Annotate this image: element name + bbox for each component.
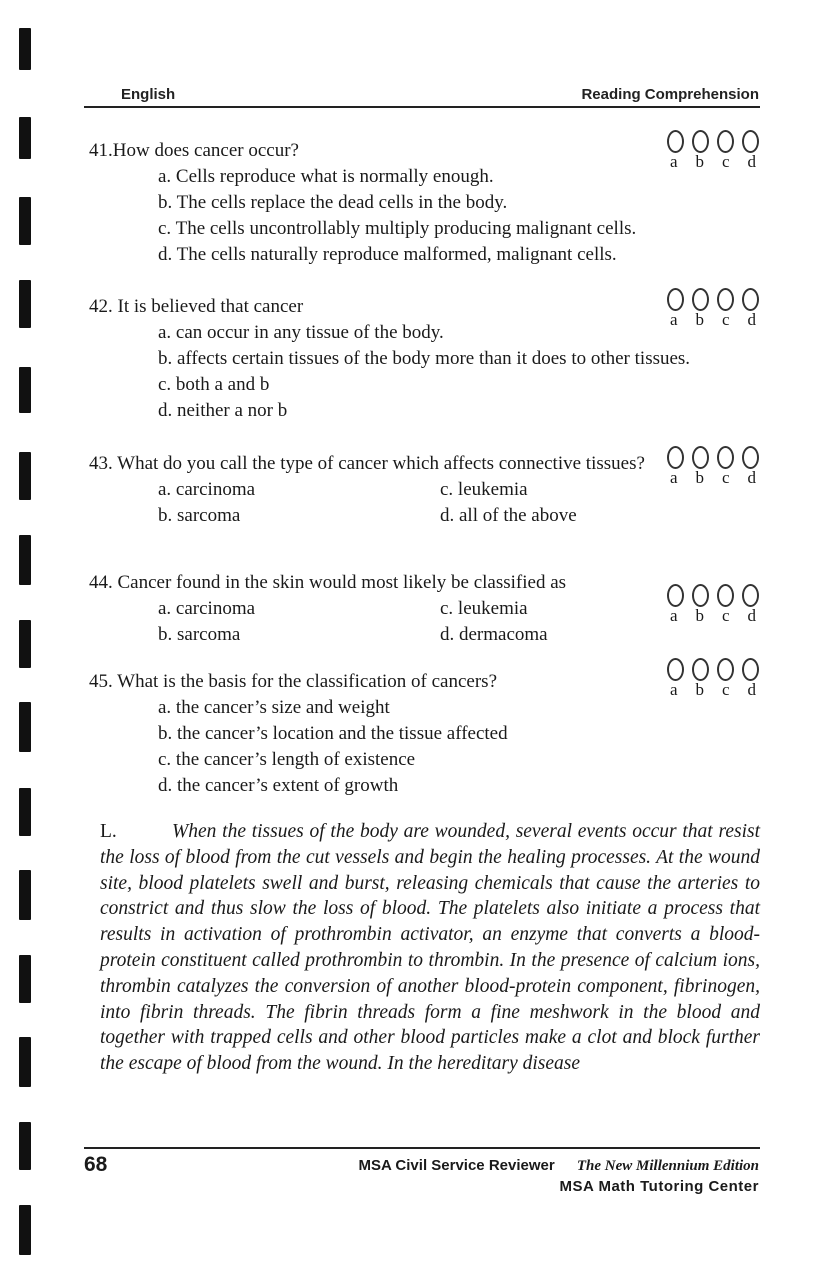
- bubble-b[interactable]: [692, 658, 709, 681]
- edge-mark: [19, 28, 31, 70]
- answer-option: a. can occur in any tissue of the body.: [158, 322, 444, 343]
- answer-option: c. The cells uncontrollably multiply producing malignant cells.: [158, 218, 637, 239]
- answer-option: b. affects certain tissues of the body more than it does to other tissues.: [158, 348, 691, 369]
- bubble-letter: a: [670, 680, 678, 699]
- edge-mark: [19, 535, 31, 585]
- binding-edge-marks: [0, 0, 40, 1275]
- bubble-c[interactable]: [717, 288, 734, 311]
- reading-passage: [100, 819, 760, 1077]
- answer-bubbles-43: [667, 446, 759, 487]
- bubble-letter: d: [747, 606, 756, 625]
- bubble-a[interactable]: [667, 288, 684, 311]
- bubble-letter: c: [721, 310, 730, 329]
- answer-bubbles-45: [667, 658, 759, 699]
- answer-option: a. carcinoma: [158, 479, 256, 500]
- bubble-d[interactable]: [742, 446, 759, 469]
- bubble-c[interactable]: [717, 130, 734, 153]
- footer-book-title: MSA Civil Service Reviewer: [358, 1157, 555, 1174]
- edge-mark: [19, 117, 31, 159]
- answer-option: b. sarcoma: [158, 505, 241, 526]
- answer-option: c. the cancer’s length of existence: [158, 749, 416, 770]
- bubble-c[interactable]: [717, 658, 734, 681]
- bubble-letter: d: [747, 680, 756, 699]
- bubble-b[interactable]: [692, 584, 709, 607]
- answer-bubbles-41: [667, 130, 759, 171]
- bubble-letter: b: [695, 606, 705, 625]
- answer-option: d. all of the above: [440, 505, 577, 526]
- bubble-letter: c: [721, 152, 730, 171]
- edge-mark: [19, 870, 31, 920]
- edge-mark: [19, 1037, 31, 1087]
- bubble-letter: b: [695, 680, 705, 699]
- bubble-letter: a: [670, 152, 678, 171]
- bubble-d[interactable]: [742, 658, 759, 681]
- bubble-letter: a: [670, 310, 678, 329]
- answer-option: b. sarcoma: [158, 624, 241, 645]
- bubble-b[interactable]: [692, 446, 709, 469]
- bubble-a[interactable]: [667, 130, 684, 153]
- footer-publisher: MSA Math Tutoring Center: [559, 1178, 759, 1195]
- bubble-letter: b: [695, 310, 705, 329]
- header-rule: [84, 106, 760, 108]
- question-stem: 45. What is the basis for the classification of cancers?: [89, 671, 498, 692]
- edge-mark: [19, 452, 31, 500]
- bubble-b[interactable]: [692, 130, 709, 153]
- answer-option: b. The cells replace the dead cells in the body.: [158, 192, 508, 213]
- bubble-letter: b: [695, 152, 705, 171]
- bubble-d[interactable]: [742, 584, 759, 607]
- passage-label: L.: [100, 821, 117, 842]
- answer-option: d. the cancer’s extent of growth: [158, 775, 399, 796]
- bubble-d[interactable]: [742, 130, 759, 153]
- bubble-b[interactable]: [692, 288, 709, 311]
- answer-bubbles-42: [667, 288, 759, 329]
- answer-option: d. The cells naturally reproduce malformed, malignant cells.: [158, 244, 617, 265]
- edge-mark: [19, 702, 31, 752]
- answer-option: a. the cancer’s size and weight: [158, 697, 390, 718]
- bubble-c[interactable]: [717, 446, 734, 469]
- footer-title-line: [358, 1157, 759, 1175]
- bubble-letter: d: [747, 468, 756, 487]
- edge-mark: [19, 280, 31, 328]
- page-number: 68: [84, 1153, 108, 1176]
- footer-edition: The New Millennium Edition: [576, 1158, 759, 1174]
- bubble-letter: c: [721, 606, 730, 625]
- question-stem: 42. It is believed that cancer: [89, 296, 304, 317]
- bubble-letter: c: [721, 680, 730, 699]
- answer-option: a. Cells reproduce what is normally enough.: [158, 166, 494, 187]
- bubble-d[interactable]: [742, 288, 759, 311]
- bubble-letter: d: [747, 152, 756, 171]
- bubble-letter: b: [695, 468, 705, 487]
- bubble-a[interactable]: [667, 658, 684, 681]
- answer-option: b. the cancer’s location and the tissue affected: [158, 723, 508, 744]
- bubble-letter: a: [670, 468, 678, 487]
- edge-mark: [19, 620, 31, 668]
- answer-bubbles-44: [667, 584, 759, 625]
- edge-mark: [19, 1205, 31, 1255]
- bubble-letter: c: [721, 468, 730, 487]
- bubble-letter: d: [747, 310, 756, 329]
- answer-option: d. dermacoma: [440, 624, 548, 645]
- answer-option: c. both a and b: [158, 374, 270, 395]
- edge-mark: [19, 1122, 31, 1170]
- bubble-a[interactable]: [667, 446, 684, 469]
- bubble-letter: a: [670, 606, 678, 625]
- answer-option: c. leukemia: [440, 479, 528, 500]
- passage-text: When the tissues of the body are wounded, several events occur that resist the loss of blood from the cut vessels and begin the healing processes. At the wound site, blood platelets swell and burst, releasing chemicals that cause the arteries to constrict and thus slow the loss of blood. The platelets also initiate a process that results in activation of prothrombin activator, an enzyme that converts a blood-protein constituent called prothrombin to thrombin. In the presence of calcium ions, thrombin catalyzes the conversion of another blood-protein component, fibrinogen, into fibrin threads. The fibrin threads form a fine meshwork in the blood and together with trapped cells and other blood particles make a clot and block further the escape of blood from the wound. In the hereditary disease: [100, 821, 760, 1075]
- question-stem: 44. Cancer found in the skin would most likely be classified as: [89, 572, 567, 593]
- edge-mark: [19, 197, 31, 245]
- header-section: English: [121, 86, 176, 103]
- answer-option: c. leukemia: [440, 598, 528, 619]
- edge-mark: [19, 367, 31, 413]
- header-chapter: Reading Comprehension: [581, 86, 759, 103]
- question-stem: 41.How does cancer occur?: [89, 140, 299, 161]
- footer-rule: [84, 1147, 760, 1149]
- answer-option: d. neither a nor b: [158, 400, 288, 421]
- bubble-a[interactable]: [667, 584, 684, 607]
- edge-mark: [19, 955, 31, 1003]
- answer-option: a. carcinoma: [158, 598, 256, 619]
- edge-mark: [19, 788, 31, 836]
- question-stem: 43. What do you call the type of cancer which affects connective tissues?: [89, 453, 645, 474]
- bubble-c[interactable]: [717, 584, 734, 607]
